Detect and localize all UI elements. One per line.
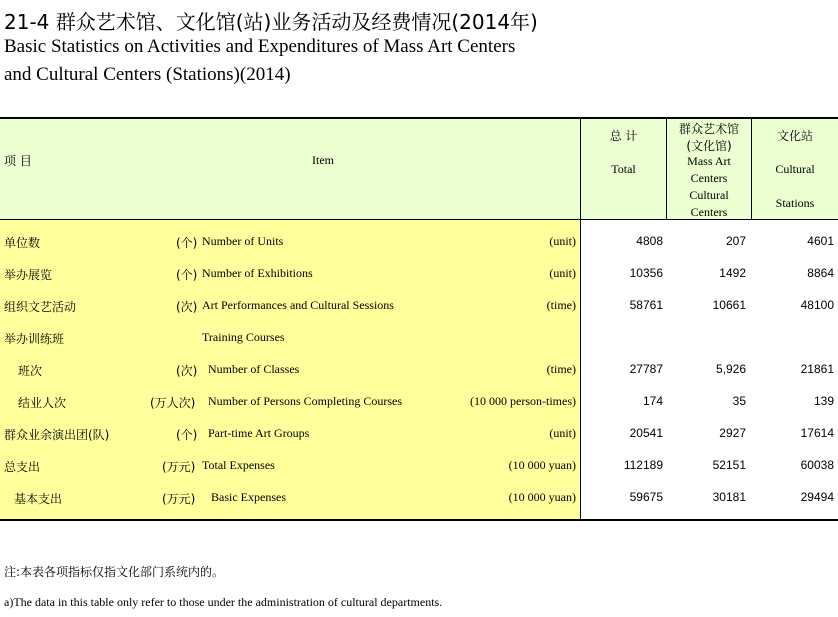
cell-mass-art: 1492 (719, 266, 746, 280)
header-total-en: Total (611, 162, 636, 176)
table-row (0, 450, 838, 482)
row-label-en: Number of Persons Completing Courses (208, 394, 402, 408)
header-mass-cn1: 群众艺术馆 (678, 122, 739, 136)
row-label-en: Number of Units (202, 234, 284, 248)
cell-station: 60038 (800, 458, 834, 472)
table-row (0, 290, 838, 322)
cell-total: 59675 (629, 490, 663, 504)
header-total-cn: 总 计 (609, 129, 638, 143)
title-chinese: 21-4 群众艺术馆、文化馆(站)业务活动及经费情况(2014年) (4, 10, 538, 34)
row-unit-en: (10 000 yuan) (508, 490, 576, 504)
row-unit-en: (time) (546, 298, 576, 312)
row-unit-en: (10 000 person-times) (470, 394, 576, 408)
row-label-cn: 群众业余演出团(队) (4, 428, 110, 442)
row-unit-cn: (次) (176, 300, 198, 314)
row-label-en: Part-time Art Groups (208, 426, 310, 440)
row-label-en: Basic Expenses (211, 490, 286, 504)
cell-mass-art: 30181 (712, 490, 746, 504)
row-unit-cn: (个) (176, 268, 198, 282)
header-item-cn: 项 目 (4, 154, 32, 168)
cell-mass-art: 10661 (712, 298, 746, 312)
row-unit-en: (time) (546, 362, 576, 376)
title-english-line2: and Cultural Centers (Stations)(2014) (4, 64, 291, 85)
cell-mass-art: 2927 (719, 426, 746, 440)
table-row (0, 482, 838, 514)
table-row (0, 354, 838, 386)
row-unit-en: (unit) (549, 234, 576, 248)
row-label-cn: 单位数 (4, 236, 41, 250)
statistics-table (0, 117, 838, 521)
row-label-cn: 举办展览 (4, 268, 53, 282)
table-row (0, 418, 838, 450)
cell-total: 4808 (636, 234, 663, 248)
row-label-cn: 结业人次 (18, 396, 67, 410)
header-mass-en2: Centers (690, 171, 728, 185)
table-top-rule (0, 117, 838, 119)
row-unit-en: (10 000 yuan) (508, 458, 576, 472)
header-mass-cn2: (文化馆) (686, 139, 732, 153)
header-station-en2: Stations (775, 196, 815, 210)
cell-mass-art: 35 (732, 394, 746, 408)
table-row (0, 322, 838, 354)
cell-station: 4601 (807, 234, 834, 248)
cell-station: 21861 (800, 362, 834, 376)
row-unit-cn: (万人次) (150, 396, 196, 410)
row-label-cn: 基本支出 (14, 492, 63, 506)
row-label-cn: 总支出 (4, 460, 41, 474)
cell-total: 10356 (629, 266, 663, 280)
cell-total: 174 (642, 394, 663, 408)
row-label-cn: 举办训练班 (4, 332, 65, 346)
row-label-en: Total Expenses (202, 458, 275, 472)
row-label-en: Art Performances and Cultural Sessions (202, 298, 394, 312)
row-unit-cn: (次) (176, 364, 198, 378)
cell-mass-art: 207 (725, 234, 746, 248)
cell-mass-art: 52151 (712, 458, 746, 472)
title-english-line1: Basic Statistics on Activities and Expenditures of Mass Art Centers (4, 36, 516, 57)
cell-mass-art: 5,926 (715, 362, 746, 376)
header-mass-en4: Centers (690, 205, 728, 219)
row-unit-en: (unit) (549, 266, 576, 280)
header-mass-en1: Mass Art (687, 154, 731, 168)
cell-total: 112189 (623, 458, 663, 472)
cell-station: 29494 (800, 490, 834, 504)
table-bottom-rule (0, 519, 838, 521)
header-mass-en3: Cultural (689, 188, 729, 202)
footnote-cn: 注:本表各项指标仅指文化部门系统内的。 (4, 565, 225, 579)
cell-total: 20541 (629, 426, 663, 440)
header-station-cn: 文化站 (776, 129, 813, 143)
row-unit-cn: (万元) (162, 460, 196, 474)
cell-station: 139 (813, 394, 834, 408)
row-unit-cn: (个) (176, 236, 198, 250)
table-row (0, 386, 838, 418)
row-label-cn: 班次 (18, 364, 43, 378)
row-unit-en: (unit) (549, 426, 576, 440)
row-label-en: Training Courses (202, 330, 285, 344)
cell-station: 17614 (800, 426, 834, 440)
row-unit-cn: (万元) (162, 492, 196, 506)
cell-station: 48100 (800, 298, 834, 312)
header-station-en1: Cultural (775, 162, 815, 176)
row-label-en: Number of Classes (208, 362, 300, 376)
footnote-en: a)The data in this table only refer to those under the administration of cultural departments. (4, 595, 443, 609)
header-item-en: Item (312, 153, 334, 167)
table-row (0, 258, 838, 290)
row-unit-cn: (个) (176, 428, 198, 442)
cell-total: 27787 (629, 362, 663, 376)
row-label-en: Number of Exhibitions (202, 266, 313, 280)
cell-total: 58761 (629, 298, 663, 312)
table-row (0, 226, 838, 258)
row-label-cn: 组织文艺活动 (4, 300, 77, 314)
cell-station: 8864 (807, 266, 834, 280)
